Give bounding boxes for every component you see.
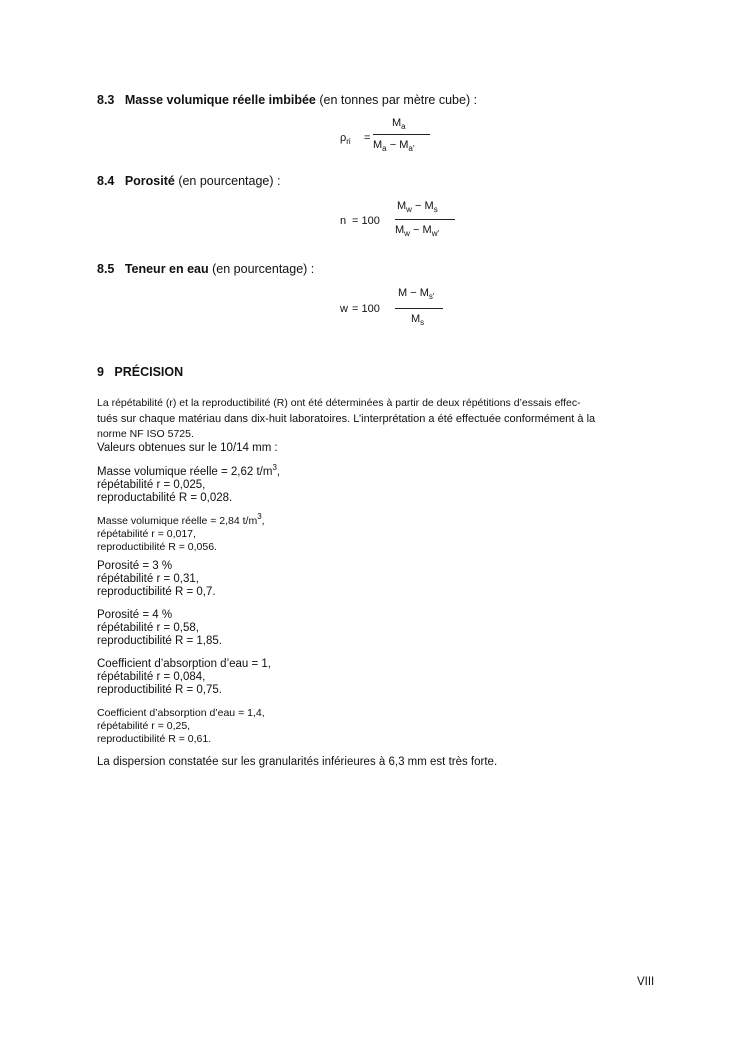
section-9-heading xyxy=(97,365,183,379)
value-group xyxy=(97,658,271,697)
section-title: PRÉCISION xyxy=(114,365,184,379)
group-line: répétabilité r = 0,25, xyxy=(97,720,191,732)
group-line: Coefficient d’absorption d’eau = 1, xyxy=(97,658,272,670)
formula-denominator: $M_a - M_{a'}$ xyxy=(373,139,415,153)
group-line: reproductibilité R = 1,85. xyxy=(97,635,222,647)
group-line: reproductibilité R = 0,056. xyxy=(97,541,217,553)
group-line: répétabilité r = 0,31, xyxy=(97,573,199,585)
formula-equals: = xyxy=(364,132,371,144)
values-intro: Valeurs obtenues sur le 10/14 mm : xyxy=(97,442,278,454)
group-line: reproductabilité R = 0,028. xyxy=(97,492,233,504)
group-line: Masse volumique réelle = 2,62 $t/m^3$, xyxy=(97,463,281,478)
formula-lhs: n xyxy=(340,215,347,227)
group-line: répétabilité r = 0,58, xyxy=(97,622,199,634)
section-desc: (en pourcentage) : xyxy=(178,174,281,188)
section-number: 8.5 xyxy=(97,262,115,276)
formula-numerator: $M_a$ xyxy=(392,117,406,131)
formula-numerator: $M - M_{s'}$ xyxy=(398,287,435,301)
group-line: reproductibilité R = 0,61. xyxy=(97,733,212,745)
group-line: Coefficient d’absorption d’eau = 1,4, xyxy=(97,707,265,719)
formula-equals: = 100 xyxy=(352,303,380,315)
fraction-bar xyxy=(395,308,443,309)
formula-lhs: w xyxy=(340,303,348,315)
intro-paragraph xyxy=(97,397,709,441)
section-8-5-heading xyxy=(97,262,314,276)
fraction-bar xyxy=(373,134,430,135)
section-number: 8.4 xyxy=(97,174,115,188)
group-line: répétabilité r = 0,017, xyxy=(97,528,196,540)
group-line: Porosité = 4 % xyxy=(97,609,173,621)
formula-8-3 xyxy=(340,117,460,162)
formula-denominator: $M_w - M_{w'}$ xyxy=(395,224,439,238)
formula-denominator: $M_s$ xyxy=(411,313,425,327)
section-desc: (en tonnes par mètre cube) : xyxy=(319,93,478,107)
section-desc: (en pourcentage) : xyxy=(212,262,315,276)
intro-line: norme NF ISO 5725. xyxy=(97,428,194,440)
formula-8-5 xyxy=(340,287,460,332)
section-title: Teneur en eau xyxy=(124,262,209,276)
section-number: 9 xyxy=(97,365,104,379)
formula-lhs: $\rho_{ri}$ xyxy=(340,132,351,146)
group-line: répétabilité r = 0,025, xyxy=(97,479,206,491)
group-line: reproductibilité R = 0,7. xyxy=(97,586,216,598)
intro-line: La répétabilité (r) et la reproductibilité (R) ont été déterminées à partir de deux répétitions d’essais effec- xyxy=(97,397,581,409)
value-group xyxy=(97,510,265,554)
value-group xyxy=(97,609,222,648)
section-8-3-heading xyxy=(97,93,477,107)
group-line: répétabilité r = 0,084, xyxy=(97,671,206,683)
formula-equals: = 100 xyxy=(352,215,380,227)
section-number: 8.3 xyxy=(97,93,115,107)
group-line: Masse volumique réelle = 2,84 $t/m^3$, xyxy=(97,512,265,527)
formula-numerator: $M_w - M_s$ xyxy=(397,200,438,214)
group-line: reproductibilité R = 0,75. xyxy=(97,684,222,696)
section-title: Masse volumique réelle imbibée xyxy=(124,93,316,107)
value-group xyxy=(97,461,280,505)
group-line: Porosité = 3 % xyxy=(97,560,173,572)
page-number: VIII xyxy=(637,976,655,988)
value-group xyxy=(97,707,265,746)
section-8-4-heading xyxy=(97,174,280,188)
section-title: Porosité xyxy=(124,174,175,188)
fraction-bar xyxy=(395,219,455,220)
conclusion: La dispersion constatée sur les granularités inférieures à 6,3 mm est très forte. xyxy=(97,756,498,768)
formula-8-4 xyxy=(340,200,470,245)
intro-line: tués sur chaque matériau dans dix-huit laboratoires. L’interprétation a été effectuée conformément à la xyxy=(97,413,596,425)
value-group xyxy=(97,560,216,599)
